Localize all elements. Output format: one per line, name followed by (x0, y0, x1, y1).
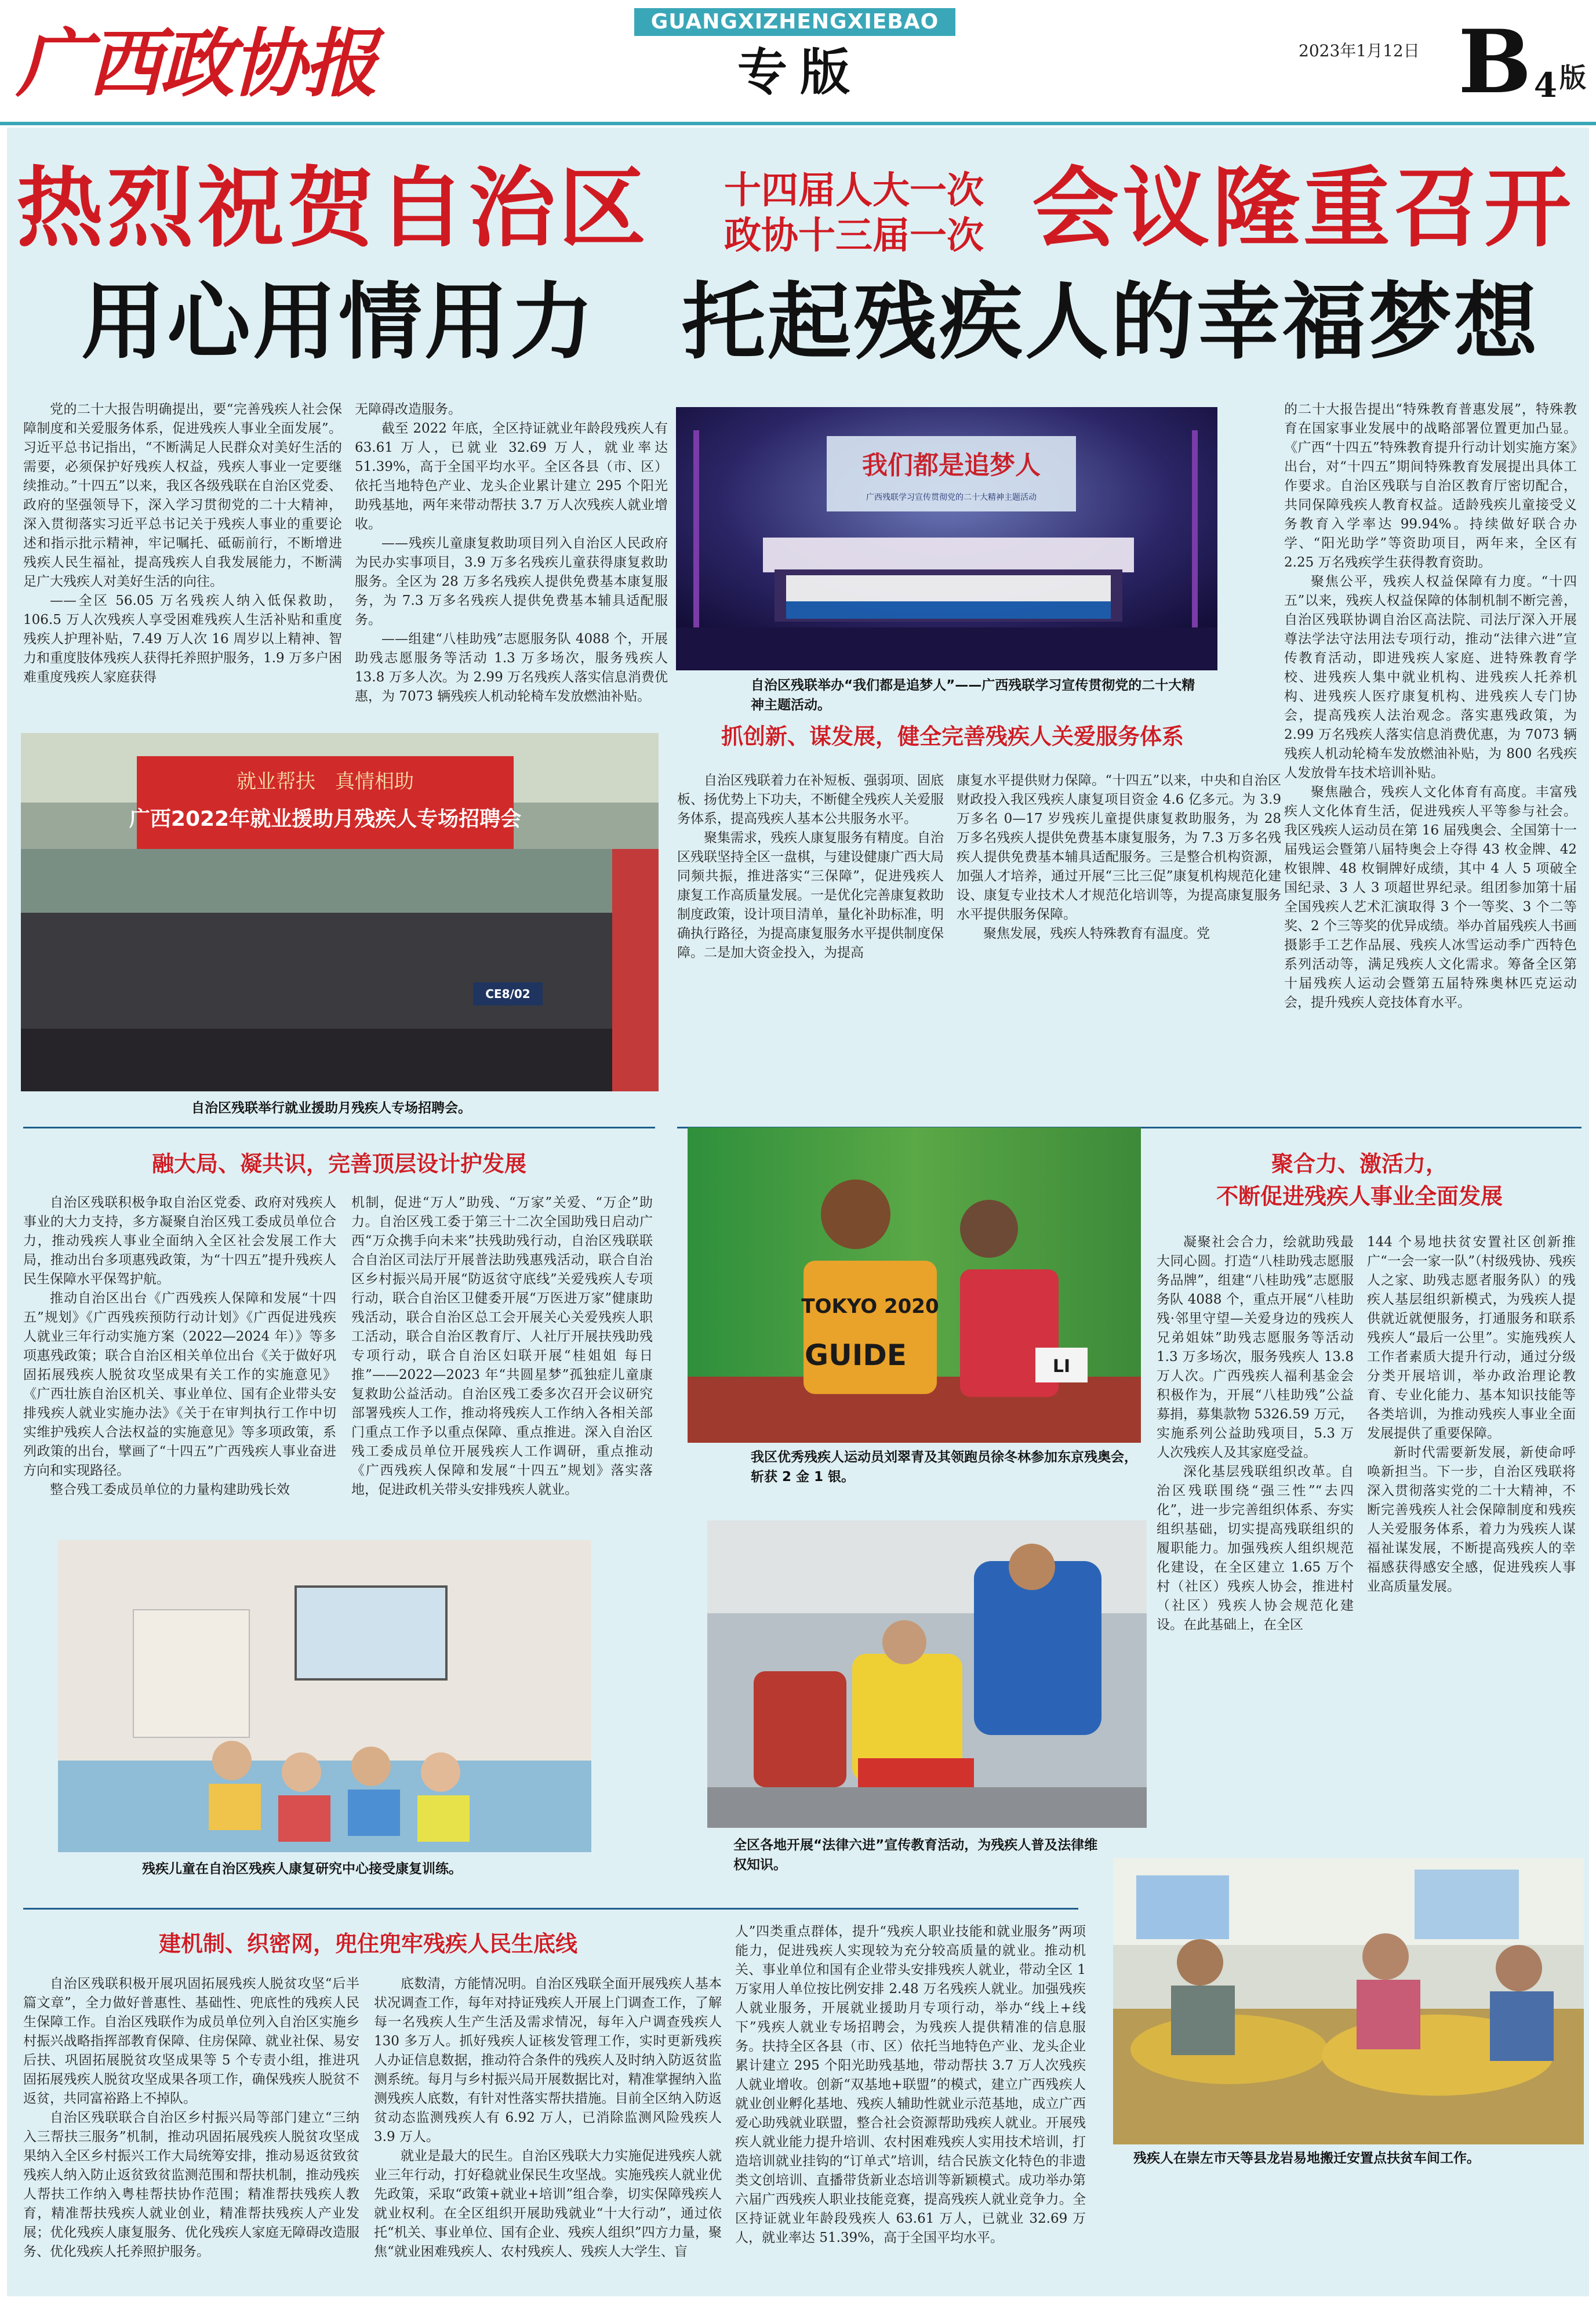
caption-legal-outreach: 全区各地开展“法律六进”宣传教育活动，为残疾人普及法律维权知识。 (733, 1838, 1098, 1872)
newspaper-pinyin: GUANGXIZHENGXIEBAO (634, 8, 955, 36)
headline-part-b-line1: 十四届人大一次 (724, 169, 984, 212)
photo-stage-event (676, 407, 1217, 670)
section4-rule (23, 1908, 1078, 1910)
section2-col1-p1: 自治区残联积极争取自治区党委、政府对残疾人事业的大力支持，多方凝聚自治区残工委成员单位合力，推动残疾人事业全面纳入全区社会发展工作大局，推动出台多项惠残政策，为“十四五”提升残疾人民生保障水平保驾护航。 (23, 1195, 336, 1287)
photo-paralympic-runners (688, 1127, 1141, 1443)
section3-col2 (1367, 1233, 1576, 1900)
section2-col1 (23, 1193, 336, 1530)
section1-col1-p2: 聚集需求，残疾人康复服务有精度。自治区残联坚持全区一盘棋，与建设健康广西大局同频共振，推进落实“三保障”，促进残疾人康复工作高质量发展。一是优化完善康复救助制度政策，设计项目清单，量化补助标准，明确执行路径，为提高康复服务水平提供制度保障。二是加大资金投入，为提高 (677, 830, 944, 960)
right-col-p2: 聚焦公平，残疾人权益保障有力度。“十四五”以来，残疾人权益保障的体制机制不断完善，自治区残联协调自治区高法院、司法厅深入开展尊法学法守法用法专项行动，推动“法律六进”宣传教育活动，即进残疾人家庭、进特殊教育学校、进残疾人集中就业机构、进残疾人托养机构、进残疾人医疗康复机构、进残疾人专门协会，提高残疾人法治观念。落实惠残政策，为 2.99 万名残疾人落实信息消费优惠，为 7073 辆残疾人机动轮椅车发放燃油补贴，为 800 名残疾人发放骨车技术培训补贴。 (1284, 574, 1577, 781)
page-number (1458, 11, 1558, 113)
section1-title: 抓创新、谋发展，健全完善残疾人关爱服务体系 (721, 724, 1184, 749)
section2-title: 融大局、凝共识，完善顶层设计护发展 (151, 1151, 526, 1177)
section4-col2-p2: 就业是最大的民生。自治区残联大力实施促进残疾人就业三年行动，打好稳就业保民生攻坚战。实施残疾人就业优先政策，采取“政策+就业+培训”组合拳，切实保障残疾人就业权利。在全区组织开展助残就业“十大行动”，通过依托“机关、事业单位、国有企业、残疾人组织”四方力量，聚焦“就业困难残疾人、农村残疾人、残疾人大学生、盲 (374, 2148, 722, 2259)
headline-part-a: 热烈祝贺自治区 (16, 158, 650, 259)
runners-image (688, 1127, 1141, 1443)
photo-children-rehab (58, 1540, 591, 1852)
page-num: 4 (1533, 66, 1558, 105)
intro-col2-p1: 无障碍改造服务。 (355, 402, 461, 417)
section-name: 专版 (737, 43, 863, 101)
page-letter: B (1458, 11, 1532, 113)
caption-runners: 我区优秀残疾人运动员刘翠青及其领跑员徐冬林参加东京残奥会，斩获 2 金 1 银。 (751, 1450, 1137, 1485)
fair-badge: CE8/02 (485, 987, 530, 1001)
photo-workshop (1113, 1858, 1584, 2144)
section2-col2-p1: 机制，促进“万人”助残、“万家”关爱、“万企”助力。自治区残工委于第三十二次全国助残日启动广西“万众携手向未来”扶残助残行动，自治区残联联合自治区司法厅开展普法助残惠残活动，联合自治区乡村振兴局开展“防返贫守底线”关爱残疾人专项行动，联合自治区卫健委开展“万医进万家”健康助残活动，联合自治区总工会开展关心关爱残疾人职工活动，联合自治区教育厅、人社厅开展扶残助残专项行动，联合自治区妇联开展“桂姐姐 每日推”——2022—2023 年“共圆星梦”孤独症儿童康复救助公益活动。自治区残工委多次召开会议研究部署残疾人工作，推动将残疾人工作纳入各相关部门重点工作予以重点保障、重点推进。深入自治区残工委成员单位开展残疾人工作调研，重点推动《广西残疾人保障和发展“十四五”规划》落实落地，促进政机关带头安排残疾人就业。 (351, 1195, 653, 1497)
workshop-image (1113, 1858, 1584, 2144)
runner-bib: TOKYO 2020 (801, 1295, 939, 1318)
caption-children-rehab: 残疾儿童在自治区残疾人康复研究中心接受康复训练。 (142, 1861, 462, 1877)
section3-col1 (1157, 1233, 1354, 1900)
right-col-p1: 的二十大报告提出“特殊教育普惠发展”，特殊教育在国家事业发展中的战略部署位置更加凸显。《广西“十四五”特殊教育提升行动计划实施方案》出台，对“十四五”期间特殊教育发展提出具体工作要求。自治区残联与自治区教育厅密切配合，共同保障残疾人教育权益。适龄残疾儿童接受义务教育入学率达 99.94%。持续做好联合办学、“阳光助学”等资助项目，两年来，全区有 2.25 万名残疾学生获得教育资助。 (1284, 402, 1577, 570)
job-fair-image (21, 733, 659, 1091)
photo-job-fair (21, 733, 659, 1091)
section4-col2 (374, 1975, 722, 2291)
intro-col2-p3: ——残疾儿童康复救助项目列入自治区人民政府为民办实事项目，3.9 万多名残疾儿童获得康复救助服务。全区为 28 万多名残疾人提供免费基本康复服务，为 7.3 万多名残疾人提供免费基本辅具适配服务。 (355, 536, 668, 627)
section-rule-left (23, 1127, 655, 1128)
guide-vest: GUIDE (805, 1338, 907, 1372)
section2-col2 (351, 1193, 653, 1530)
intro-col2-p2: 截至 2022 年底，全区持证就业年龄段残疾人有 63.61 万人，已就业 32.69 万人，就业率达 51.39%，高于全国平均水平。全区各县（市、区）依托当地特色产业、龙头企业累计建立 295 个阳光助残基地，两年来带动帮扶 3.7 万人次残疾人就业增收。 (355, 421, 668, 532)
section1-col1-p1: 自治区残联着力在补短板、强弱项、固底板、扬优势上下功夫，不断健全残疾人关爱服务体系，提高残疾人基本公共服务水平。 (677, 773, 944, 826)
intro-col1-p1: 党的二十大报告明确提出，要“完善残疾人社会保障制度和关爱服务体系，促进残疾人事业全面发展”。习近平总书记指出，“不断满足人民群众对美好生活的需要，必须保护好残疾人权益，残疾人事业一定要继续推动。”十四五”以来，我区各级残联在自治区党委、政府的坚强领导下，深入学习贯彻党的二十大精神，深入贯彻落实习近平总书记关于残疾人事业的重要论述和指示批示精神，牢记嘱托、砥砺前行，不断增进残疾人民生福祉，提高残疾人自我发展能力，不断满足广大残疾人对美好生活的向往。 (23, 402, 342, 589)
section4-title: 建机制、织密网，兜住兜牢残疾人民生底线 (158, 1931, 577, 1957)
right-column (1284, 400, 1577, 1119)
section3-col1-p2: 深化基层残联组织改革。自治区残联围绕“强三性”“去四化”，进一步完善组织体系、夯实组织基础，切实提高残联组织的履职能力。加强残疾人组织规范化建设，在全区建立 1.65 万个村（社区）残疾人协会，推进村（社区）残疾人协会规范化建设。在此基础上，在全区 (1157, 1464, 1354, 1632)
section4-col3-p1: 人”四类重点群体，提升“残疾人职业技能和就业服务”两项能力，促进残疾人实现较为充分较高质量的就业。推动机关、事业单位和国有企业带头安排残疾人就业，带动全区 1 万家用人单位按比例安排 2.48 万名残疾人就业。加强残疾人就业服务，开展就业援助月专项行动，举办“线上+线下”残疾人就业专场招聘会，为残疾人提供精准的信息服务。扶持全区各县（市、区）依托当地特色产业、龙头企业累计建立 295 个阳光助残基地，带动帮扶 3.7 万人次残疾人就业增收。创新“双基地+联盟”的模式，建立广西残疾人就业创业孵化基地、残疾人辅助性就业示范基地，成立广西爱心助残就业联盟，整合社会资源帮助残疾人就业。开展残疾人就业能力提升培训、农村困难残疾人实用技术培训，打造培训就业挂钩的“订单式”培训，结合民族文化特色的非遗类文创培训、直播带货新业态培训等新颖模式。成功举办第六届广西残疾人职业技能竞赛，提高残疾人就业竞争力。全区持证就业年龄段残疾人 63.61 万人，已就业 32.69 万人，就业率达 51.39%，高于全国平均水平。 (735, 1924, 1086, 2245)
section3-col2-p1: 144 个易地扶贫安置社区创新推广“一会一家一队”（村级残协、残疾人之家、助残志愿者服务队）的残疾人基层组织新模式，为残疾人提供就近就便服务，打通服务和联系残疾人“最后一公里”。实施残疾人工作者素质大提升行动，通过分级分类开展培训，举办政治理论教育、专业化能力、基本知识技能等各类培训，为推动残疾人事业全面发展提供了重要保障。 (1367, 1235, 1576, 1441)
section4-col1-p2: 自治区残联联合自治区乡村振兴局等部门建立“三纳入三帮扶三服务”机制，推动巩固拓展残疾人脱贫攻坚成果纳入全区乡村振兴工作大局统筹安排，推动易返贫致贫残疾人纳入防止返贫致贫监测范围和帮扶机制，推动残疾人帮扶工作纳入粤桂帮扶协作范围；精准帮扶残疾人教育，精准帮扶残疾人就业创业，精准帮扶残疾人产业发展；优化残疾人康复服务、优化残疾人家庭无障碍改造服务、优化残疾人托养照护服务。 (23, 2110, 359, 2259)
section2-col1-p3: 整合残工委成员单位的力量构建助残长效 (50, 1482, 290, 1497)
children-rehab-image (58, 1540, 591, 1852)
section3-title-line1: 聚合力、激活力， (1271, 1151, 1448, 1177)
caption-stage-event: 自治区残联举办“我们都是追梦人”——广西残联学习宣传贯彻党的二十大精神主题活动。 (751, 678, 1195, 713)
fair-banner-line1: 就业帮扶 真情相助 (237, 770, 414, 793)
caption-workshop: 残疾人在崇左市天等县龙岩易地搬迁安置点扶贫车间工作。 (1133, 2151, 1480, 2166)
photo-legal-outreach (707, 1520, 1147, 1828)
intro-col2 (355, 400, 668, 748)
headline-part-b-line2: 政协十三届一次 (724, 215, 984, 257)
section2-col1-p2: 推动自治区出台《广西残疾人保障和发展“十四五”规划》《广西残疾预防行动计划》《广西促进残疾人就业三年行动实施方案（2022—2024 年）》等多项惠残政策；联合自治区相关单位出台《关于做好巩固拓展残疾人脱贫攻坚成果有关工作的实施意见》《广西壮族自治区机关、事业单位、国有企业带头安排残疾人就业实施办法》《关于在审判执行工作中切实维护残疾人合法权益的实施意见》等多项政策，系列政策的出台，擘画了“十四五”广西残疾人事业奋进方向和实现路径。 (23, 1291, 336, 1478)
fair-banner-line2: 广西2022年就业援助月残疾人专场招聘会 (129, 807, 522, 831)
main-headline: 用心用情用力 托起残疾人的幸福梦想 (81, 273, 1540, 371)
section4-col3 (735, 1922, 1086, 2291)
section3-col2-p2: 新时代需要新发展，新使命呼唤新担当。下一步，自治区残联将深入贯彻落实党的二十大精神，不断完善残疾人社会保障制度和残疾人关爱服务体系，着力为残疾人谋福祉谋发展，不断提高残疾人的幸福感获得感安全感，促进残疾人事业高质量发展。 (1367, 1445, 1576, 1594)
newspaper-logo: 广西政协报 (16, 20, 376, 107)
caption-job-fair: 自治区残联举行就业援助月残疾人专场招聘会。 (191, 1101, 471, 1116)
masthead-rule (0, 122, 1596, 125)
headline-part-c: 会议隆重召开 (1032, 158, 1575, 259)
section1-col1 (677, 771, 944, 1113)
right-col-p3: 聚焦融合，残疾人文化体育有高度。丰富残疾人文化体育生活，促进残疾人平等参与社会。我区残疾人运动员在第 16 届残奥会、全国第十一届残运会暨第八届特奥会上夺得 43 枚金牌、42 枚银牌、48 枚铜牌好成绩，其中 4 人 5 项破全国纪录、3 人 3 项超世界纪录。组团参加第十届全国残疾人艺术汇演取得 3 个一等奖、3 个二等奖、2 个三等奖的优异成绩。举办首届残疾人书画摄影手工艺作品展、残疾人冰雪运动季广西特色系列活动等，满足残疾人文化需求。筹备全区第十届残疾人运动会暨第五届特殊奥林匹克运动会，提升残疾人竞技体育水平。 (1284, 785, 1577, 1010)
stage-event-image (676, 407, 1217, 670)
stage-banner-sub: 广西残联学习宣传贯彻党的二十大精神主题活动 (866, 493, 1037, 502)
section1-col2-p1: 康复水平提供财力保障。“十四五”以来，中央和自治区财政投入我区残疾人康复项目资金 4.6 亿多元。为 3.9 万多名 0—17 岁残疾儿童提供康复救助服务，为 28 万多名残疾人提供免费基本康复服务，为 7.3 万多名残疾人提供免费基本辅具适配服务。三是整合机构资源，加强人才培养，通过开展“三比三促”康复机构规范化建设、康复专业技术人才规范化培训等，为提高康复服务水平提供服务保障。 (957, 773, 1281, 922)
section3-col1-p1: 凝聚社会合力，绘就助残最大同心圆。打造“八桂助残志愿服务品牌”，组建“八桂助残”志愿服务队 4088 个，重点开展“八桂助残·邻里守望—关爱身边的残疾人兄弟姐妹”助残志愿服务等活动 1.3 万多场次，服务残疾人 13.8 万人次。广西残疾人福利基金会积极作为，开展“八桂助残”公益募捐，募集款物 5326.59 万元，实施系列公益助残项目，5.3 万人次残疾人及其家庭受益。 (1157, 1235, 1354, 1460)
intro-col1 (23, 400, 342, 748)
runner2-bib: LI (1052, 1356, 1071, 1377)
intro-col1-p2: ——全区 56.05 万名残疾人纳入低保救助，106.5 万人次残疾人享受困难残疾人生活补贴和重度残疾人护理补贴，7.49 万人次 16 周岁以上精神、智力和重度肢体残疾人获得托养照护服务，1.9 万多户困难重度残疾人家庭获得 (23, 593, 342, 685)
section4-col2-p1: 底数清，方能情况明。自治区残联全面开展残疾人基本状况调查工作，每年对持证残疾人开展上门调查工作，了解每一名残疾人生产生活及需求情况，每年入户调查残疾人 130 多万人。抓好残疾人证核发管理工作，实时更新残疾人办证信息数据，推动符合条件的残疾人及时纳入防返贫监测系统。每月与乡村振兴局开展数据比对，精准掌握纳入监测残疾人底数，有针对性落实帮扶措施。目前全区纳入防返贫动态监测残疾人有 6.92 万人，已消除监测风险残疾人 3.9 万人。 (374, 1976, 722, 2144)
section3-title-line2: 不断促进残疾人事业全面发展 (1216, 1184, 1503, 1209)
section4-col1-p1: 自治区残联积极开展巩固拓展残疾人脱贫攻坚“后半篇文章”，全力做好普惠性、基础性、兜底性的残疾人民生保障工作。自治区残联作为成员单位列入自治区实施乡村振兴战略指挥部教育保障、住房保障、就业社保、易安后扶、巩固拓展脱贫攻坚成果等 5 个专责小组，推进巩固拓展残疾人脱贫攻坚成果各项工作，确保残疾人脱贫不返贫，共同富裕路上不掉队。 (23, 1976, 359, 2106)
intro-col2-p4: ——组建“八桂助残”志愿服务队 4088 个，开展助残志愿服务等活动 1.3 万多场次，服务残疾人 13.8 万多人次。为 2.99 万名残疾人落实信息消费优惠，为 7073 辆残疾人机动轮椅车发放燃油补贴。 (355, 631, 668, 704)
stage-banner-title: 我们都是追梦人 (862, 451, 1041, 480)
section4-col1 (23, 1975, 359, 2291)
page-suffix: 版 (1559, 62, 1586, 93)
section1-col2-p2: 聚焦发展，残疾人特殊教育有温度。党 (983, 926, 1210, 941)
issue-date: 2023年1月12日 (1299, 41, 1420, 60)
legal-outreach-image (707, 1520, 1147, 1828)
section1-col2 (957, 771, 1281, 1113)
